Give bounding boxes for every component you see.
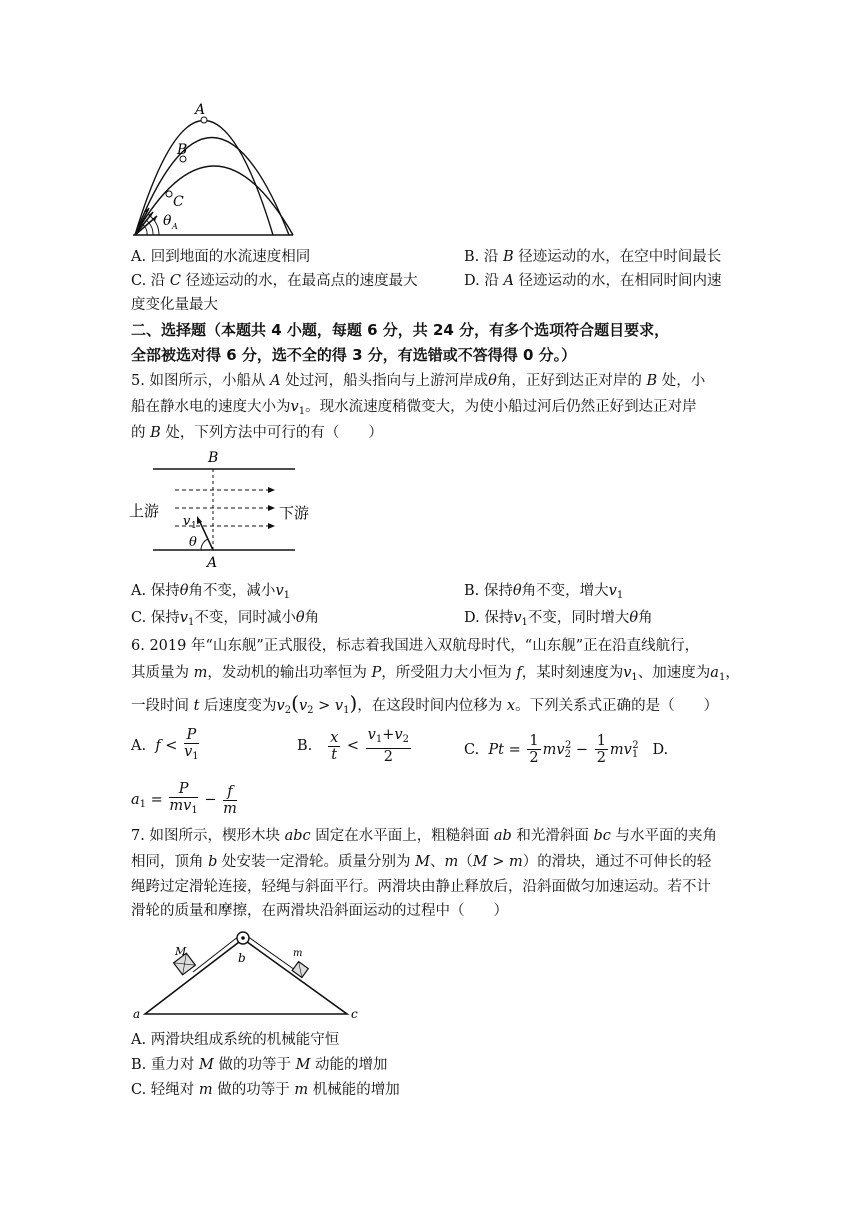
q6-option-c: C. Pt = $\frac{1}{2}$ $mv_2^2$ − $\frac{1}{2}$ $mv_1^2$ D. (464, 733, 669, 767)
trajectory-figure (125, 98, 305, 248)
q5-stem-line2: 船在静水电的速度大小为$v_1$。现水流速度稍微变大，为使小船过河后仍然正好到达正对岸 (131, 399, 697, 417)
q4-option-d-cont: 度变化量最大 (131, 297, 218, 313)
velocity-arrow-head (197, 516, 202, 524)
rope-left (193, 936, 239, 972)
label-theta: θ (163, 213, 172, 229)
q7-stem-line2: 相同，顶角 b 处安装一定滑轮。质量分别为 M、m（M > m）的滑块，通过不可伸长的轻 (131, 854, 712, 870)
pulley-axle (241, 936, 245, 940)
q6-stem-line1: 6. 2019 年“山东舰”正式服役，标志着我国进入双航母时代，“山东舰”正在沿直线航行， (131, 638, 700, 654)
trajectory-b (135, 138, 289, 236)
q7-stem-line3: 绳跨过定滑轮连接，轻绳与斜面平行。两滑块由静止释放后，沿斜面做匀加速运动。若不计 (131, 879, 711, 895)
q4-option-a: A. 回到地面的水流速度相同 (131, 249, 311, 265)
q7-stem-line4: 滑轮的质量和摩擦，在两滑块沿斜面运动的过程中（ ） (131, 903, 508, 919)
q5-option-c: C. 保持$v_1$不变，同时减小θ角 (131, 610, 320, 628)
label-b: b (238, 951, 246, 965)
q7-option-b: B. 重力对 M 做的功等于 M 动能的增加 (131, 1057, 388, 1073)
label-upstream: 上游 (129, 502, 160, 520)
block-m (292, 962, 308, 978)
label-a: A (207, 555, 218, 571)
label-v-sub: 1 (191, 521, 197, 531)
theta-arc (201, 539, 208, 550)
label-a: A (195, 102, 206, 118)
label-theta-sub: A (172, 222, 178, 231)
river-figure (125, 446, 310, 571)
q6-option-b: B. $\frac{x}{t}$ < $\frac{v_1+v_2}{2}$ (297, 727, 409, 765)
q6-stem-line3: 一段时间 t 后速度变为$v_2(v_2 > v_1)$，在这段时间内位移为 x。下列关系式正确的是（ ） (131, 691, 719, 716)
q5-option-a: A. 保持θ角不变，减小$v_1$ (131, 583, 291, 601)
q4-option-c: C. 沿 C 径迹运动的水，在最高点的速度最大 (131, 273, 418, 289)
q5-option-d: D. 保持$v_1$不变，同时增大θ角 (464, 610, 653, 628)
label-downstream: 下游 (279, 504, 310, 522)
current-arrow-heads (268, 487, 275, 529)
label-b: B (177, 142, 188, 158)
rope-right (247, 936, 295, 970)
q4-option-b: B. 沿 B 径迹运动的水，在空中时间最长 (464, 249, 722, 265)
section-2-heading-line1: 二、选择题（本题共 4 小题，每题 6 分，共 24 分，有多个选项符合题目要求， (131, 321, 670, 339)
velocity-arrow (199, 520, 213, 550)
q7-option-a: A. 两滑块组成系统的机械能守恒 (131, 1032, 340, 1048)
q7-stem-line1: 7. 如图所示，楔形木块 abc 固定在水平面上，粗糙斜面 ab 和光滑斜面 bc 与水平面的夹角 (131, 828, 718, 844)
wedge-figure (125, 924, 365, 1024)
q6-option-d-formula: $a_1$ = $\frac{P}{mv_1}$ − $\frac{f}{m}$ (131, 781, 237, 817)
q6-stem-line2: 其质量为 m，发动机的输出功率恒为 P，所受阻力大小恒为 f，某时刻速度为$v_1$、加速度为$a_1$， (131, 665, 740, 683)
point-c (166, 191, 172, 197)
q6-option-a: A. f < $\frac{P}{v_1}$ (131, 727, 199, 762)
q5-stem-line3: 的 B 处，下列方法中可行的有（ ） (131, 425, 383, 441)
q5-option-b: B. 保持θ角不变，增大$v_1$ (464, 583, 624, 601)
label-m: m (293, 948, 303, 959)
section-2-heading-line2: 全部被选对得 6 分，选不全的得 3 分，有选错或不答得得 0 分。） (131, 346, 577, 364)
label-theta: θ (189, 535, 197, 550)
label-v: v (183, 514, 191, 529)
label-c: c (351, 1007, 358, 1021)
q7-option-c: C. 轻绳对 m 做的功等于 m 机械能的增加 (131, 1082, 400, 1098)
label-M: M (175, 945, 187, 958)
label-c: C (173, 194, 184, 210)
label-a: a (133, 1007, 141, 1021)
label-b: B (208, 450, 219, 466)
q5-stem-line1: 5. 如图所示，小船从 A 处过河，船头指向与上游河岸成θ角，正好到达正对岸的 B 处，小 (131, 373, 706, 389)
q4-option-d: D. 沿 A 径迹运动的水，在相同时间内速 (464, 273, 722, 289)
